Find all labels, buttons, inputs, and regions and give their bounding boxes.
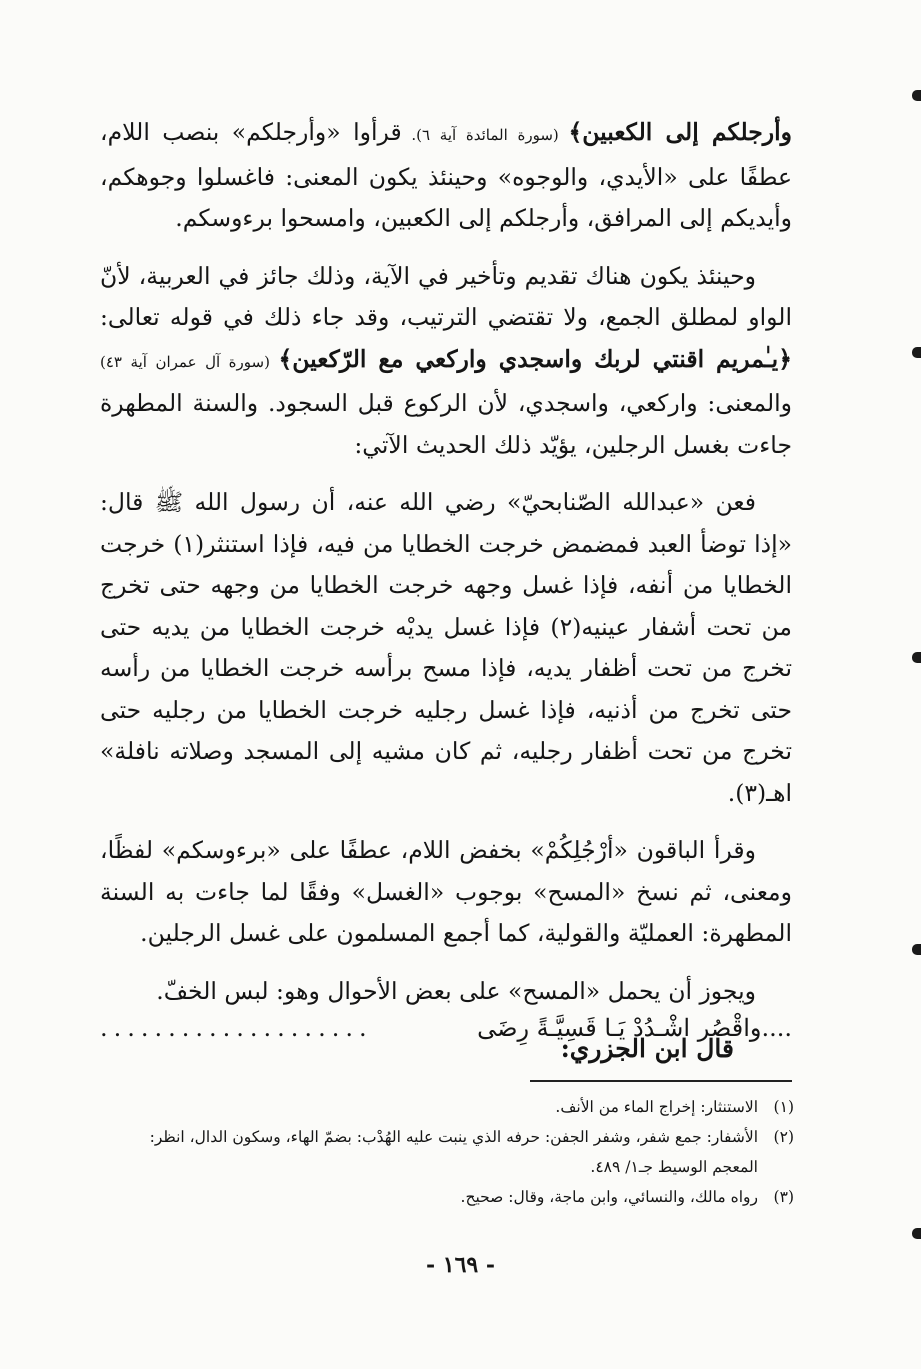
section-heading: قال ابن الجزري: (560, 1034, 734, 1063)
paragraph-text: وحينئذ يكون هناك تقديم وتأخير في الآية، وذلك جائز في العربية، لأنّ الواو لمطلق الجمع، ولا تقتضي الترتيب، وقد جاء ذلك في قوله تعالى: (100, 261, 792, 331)
footnote-divider (530, 1080, 792, 1082)
footnote-number: (١) (773, 1098, 794, 1116)
binding-mark (912, 652, 921, 663)
verse-reference: (سورة آل عمران آية ٤٣) (100, 352, 279, 371)
binding-mark (912, 347, 921, 358)
paragraph-3 (100, 482, 792, 814)
hadith-text: فعن «عبدالله الصّنابحيّ» رضي الله عنه، أن رسول الله ﷺ قال: «إذا توضأ العبد فمضمض خرجت الخطايا من فيه، فإذا استنثر(١) خرجت الخطايا من أنفه، فإذا غسل وجهه خرجت الخطايا من وجهه حتى تخرج من تحت أشفار عينيه(٢) فإذا غسل يديْه خرجت الخطايا من يديه حتى تخرج من تحت أظفار يديه، فإذا مسح برأسه خرجت الخطايا من رأسه حتى تخرج من أذنيه، فإذا غسل رجليه خرجت الخطايا من رجليه حتى تخرج من تحت أظفار رجليه، ثم كان مشيه إلى المسجد وصلاته نافلة» اهـ(٣). (100, 488, 793, 807)
binding-mark (912, 90, 921, 101)
quran-verse: وأرجلكم إلى الكعبين﴾ (568, 118, 793, 146)
paragraph-text: ويجوز أن يحمل «المسح» على بعض الأحوال وهو: لبس الخفّ. (156, 976, 756, 1005)
poem-verse-text: ....واقْصُر اشْـدُدْ يَـا قَسِيَّـةً رِضَى (477, 1014, 792, 1042)
footnotes (100, 1092, 794, 1212)
poem-verse-line (100, 1014, 792, 1042)
footnote-text: الأشفار: جمع شفر، وشفر الجفن: حرفه الذي ينبت عليه الهُدْب: بضمّ الهاء، وسكون الدال، انظر: المعجم الوسيط جـ١/ ٤٨٩. (149, 1128, 758, 1176)
binding-mark (912, 1228, 921, 1239)
main-text (100, 112, 792, 1086)
paragraph-text: والمعنى: واركعي، واسجدي، لأن الركوع قبل السجود. والسنة المطهرة جاءت بغسل الرجلين، يؤيّد ذلك الحديث الآتي: (100, 389, 792, 459)
footnote-text: رواه مالك، والنسائي، وابن ماجة، وقال: صحيح. (460, 1188, 758, 1206)
footnote-number: (٢) (773, 1128, 794, 1146)
footnote-3 (100, 1182, 794, 1212)
page-number: - ١٦٩ - (425, 1252, 496, 1278)
paragraph-1 (100, 112, 792, 240)
binding-mark (912, 944, 921, 955)
paragraph-2 (100, 256, 792, 467)
poem-verse-dots: .................... (100, 1014, 373, 1042)
quran-verse: ﴿يـٰمريم اقنتي لربك واسجدي واركعي مع الرّكعين﴾ (278, 344, 792, 373)
footnote-number: (٣) (773, 1188, 794, 1206)
paragraph-text: وقرأ الباقون «أرْجُلِكُمْ» بخفض اللام، عطفًا على «برءوسكم» لفظًا، ومعنى، ثم نسخ «المسح» بوجوب «الغسل» وفقًا لما جاءت به السنة المطهرة: العمليّة والقولية، كما أجمع المسلمون على غسل الرجلين. (100, 836, 792, 947)
footnote-1 (100, 1092, 794, 1122)
paragraph-4 (100, 830, 792, 955)
footnote-2 (100, 1122, 794, 1182)
paragraph-text: قرأوا «وأرجلكم» بنصب اللام، عطفًا على «الأيدي، والوجوه» وحينئذ يكون المعنى: فاغسلوا وجوهكم، وأيديكم إلى المرافق، وأرجلكم إلى الكعبين، وامسحوا برءوسكم. (100, 118, 792, 232)
verse-reference: (سورة المائدة آية ٦). (401, 126, 569, 144)
paragraph-5 (100, 971, 792, 1013)
footnote-text: الاستنثار: إخراج الماء من الأنف. (555, 1098, 758, 1116)
